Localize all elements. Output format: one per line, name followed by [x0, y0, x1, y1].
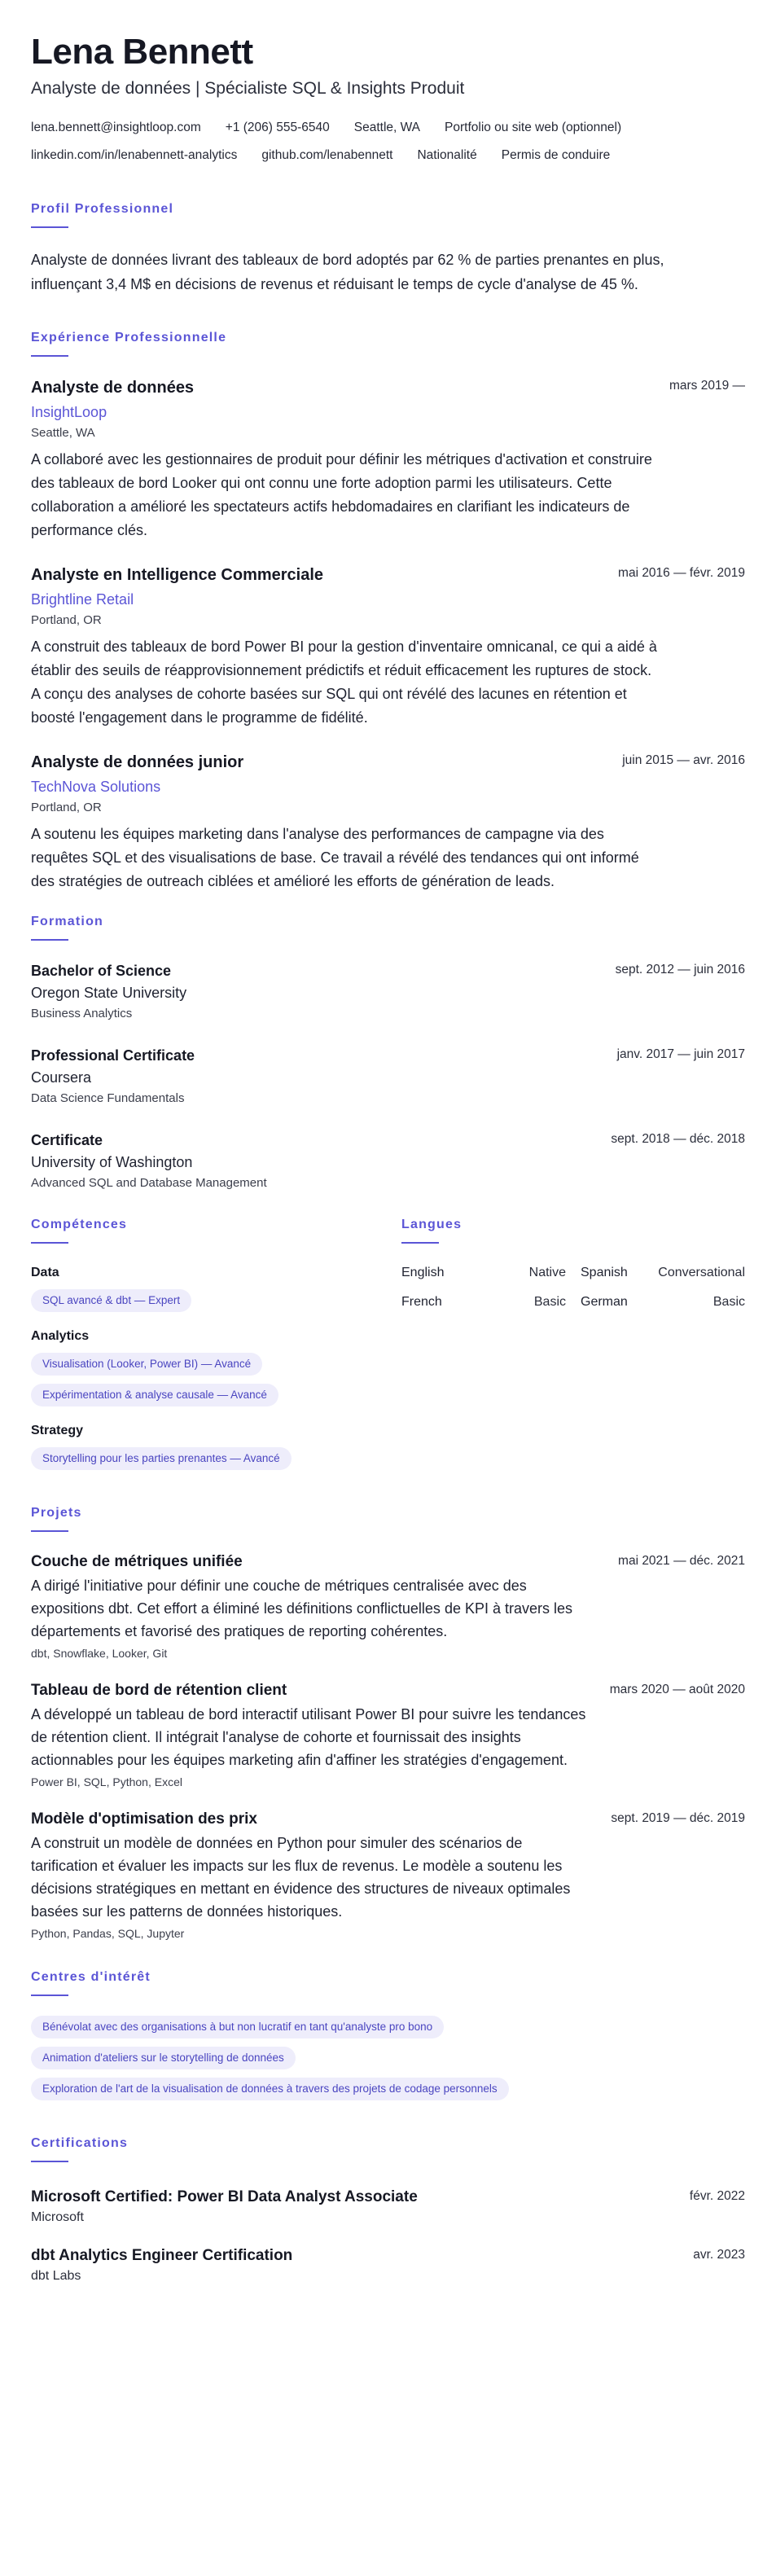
job-title: Analyste de données — [31, 379, 195, 397]
section-title: Compétences — [31, 1218, 128, 1231]
section-divider — [31, 1995, 68, 1996]
section-divider — [31, 226, 68, 228]
certifications-section — [31, 2136, 745, 2286]
education-date: sept. 2018 — déc. 2018 — [611, 1132, 745, 1146]
education-date: janv. 2017 — juin 2017 — [616, 1047, 745, 1061]
linkedin[interactable]: linkedin.com/in/lenabennett-analytics — [31, 148, 238, 162]
skill-chip: Visualisation (Looker, Power BI) — Avancé — [31, 1353, 262, 1376]
location: Seattle, WA — [353, 121, 421, 134]
field-of-study: Advanced SQL and Database Management — [31, 1176, 267, 1190]
language-list — [401, 1263, 745, 1312]
job-location: Portland, OR — [31, 801, 102, 814]
project-tech: dbt, Snowflake, Looker, Git — [31, 1647, 168, 1660]
project-tech: Python, Pandas, SQL, Jupyter — [31, 1927, 185, 1940]
certification-issuer: dbt Labs — [31, 2269, 81, 2283]
project-entry — [31, 1809, 745, 1942]
company-name: Brightline Retail — [31, 591, 134, 608]
education-entry — [31, 1045, 745, 1108]
project-description: A construit un modèle de données en Python pour simuler des scénarios de tarification et évaluer les impacts sur les flux de revenus. Le modèle a soutenu les décisions stratégiques en mettant en évidence des structures de niveaux optimales basées sur les patterns de données historiques. — [31, 1835, 571, 1920]
certification-entry — [31, 2187, 745, 2227]
section-divider — [31, 1242, 68, 1244]
field-of-study: Business Analytics — [31, 1007, 133, 1020]
section-title: Formation — [31, 915, 104, 928]
company-name: TechNova Solutions — [31, 779, 161, 795]
project-description: A développé un tableau de bord interactif utilisant Power BI pour suivre les tendances de rétention client. Il intégrait l'analyse de cohorte et fournissait des insights actionnables pour les équipes marketing afin d'affiner les stratégies d'engagement. — [31, 1706, 586, 1768]
field-of-study: Data Science Fundamentals — [31, 1091, 185, 1105]
certification-name: Microsoft Certified: Power BI Data Analyst Associate — [31, 2188, 418, 2205]
project-name: Tableau de bord de rétention client — [31, 1682, 287, 1699]
project-entry — [31, 1551, 745, 1662]
summary-text: Analyste de données livrant des tableaux de bord adoptés par 62 % de parties prenantes en plus, influençant 3,4 M$ en décisions de revenus et réduisant le temps de cycle d'analyse de 45 %. — [31, 252, 664, 292]
job-date: mai 2016 — févr. 2019 — [618, 566, 745, 580]
company-name: InsightLoop — [31, 404, 107, 420]
skill-category: Strategy — [31, 1424, 84, 1437]
section-divider — [401, 1242, 439, 1244]
section-title: Profil Professionnel — [31, 202, 174, 216]
project-entry — [31, 1680, 745, 1791]
job-location: Seattle, WA — [31, 426, 95, 440]
github[interactable]: github.com/lenabennett — [261, 148, 393, 162]
email[interactable]: lena.bennett@insightloop.com — [31, 121, 201, 134]
language-level: Basic — [533, 1295, 566, 1309]
summary-section — [31, 202, 745, 296]
section-title: Expérience Professionnelle — [31, 331, 227, 344]
job-entry — [31, 376, 745, 542]
section-title: Certifications — [31, 2136, 129, 2150]
languages-section — [401, 1218, 745, 1478]
job-description: A collaboré avec les gestionnaires de produit pour définir les métriques d'activation et construire des tableaux de bord Looker qui ont connu une forte adoption parmi les utilisateurs. Cette collaboration a amélioré les spectateurs actifs hebdomadaires en clarifiant les indicateurs de performance clés. — [31, 451, 652, 538]
certification-issuer: Microsoft — [31, 2210, 84, 2224]
section-divider — [31, 355, 68, 357]
project-date: mars 2020 — août 2020 — [609, 1683, 745, 1696]
job-entry — [31, 564, 745, 730]
section-title: Projets — [31, 1506, 82, 1520]
language-level: Conversational — [658, 1266, 745, 1279]
skill-chip: Storytelling pour les parties prenantes — Avancé — [31, 1447, 292, 1470]
job-title: Analyste de données junior — [31, 753, 244, 771]
experience-section — [31, 331, 745, 893]
language-item — [401, 1263, 566, 1283]
nationality: Nationalité — [417, 148, 477, 162]
job-entry — [31, 751, 745, 893]
candidate-name: Lena Bennett — [31, 32, 253, 72]
driving-license: Permis de conduire — [501, 148, 611, 162]
skill-category: Data — [31, 1266, 59, 1279]
header — [31, 31, 745, 168]
education-entry — [31, 960, 745, 1024]
skill-chip: SQL avancé & dbt — Expert — [31, 1289, 191, 1312]
project-tech: Power BI, SQL, Python, Excel — [31, 1775, 182, 1788]
education-entry — [31, 1130, 745, 1193]
school: Oregon State University — [31, 985, 187, 1001]
school: Coursera — [31, 1069, 92, 1086]
interest-chip: Exploration de l'art de la visualisation de données à travers des projets de codage personnels — [31, 2078, 509, 2100]
certification-date: avr. 2023 — [693, 2248, 745, 2262]
skill-chip: Expérimentation & analyse causale — Avancé — [31, 1384, 278, 1406]
section-divider — [31, 1530, 68, 1532]
project-date: mai 2021 — déc. 2021 — [618, 1554, 745, 1568]
interests-section — [31, 1970, 745, 2109]
language-name: English — [401, 1266, 445, 1279]
school: University of Washington — [31, 1154, 193, 1170]
language-name: French — [401, 1295, 442, 1309]
language-name: Spanish — [581, 1266, 628, 1279]
project-name: Modèle d'optimisation des prix — [31, 1810, 257, 1828]
project-name: Couche de métriques unifiée — [31, 1553, 243, 1570]
degree: Professional Certificate — [31, 1047, 195, 1064]
skills-section — [31, 1218, 401, 1478]
skill-category: Analytics — [31, 1329, 90, 1343]
headline: Analyste de données | Spécialiste SQL & Insights Produit — [31, 79, 465, 98]
language-item — [581, 1263, 745, 1283]
interest-chip: Animation d'ateliers sur le storytelling de données — [31, 2047, 296, 2069]
section-title: Langues — [401, 1218, 463, 1231]
job-description: A construit des tableaux de bord Power BI pour la gestion d'inventaire omnicanal, ce qui a aidé à établir des seuils de réapprovisionnement prédictifs et réduit efficacement les ruptures de stock. A conçu des analyses de cohorte basées sur SQL qui ont révélé des lacunes en rétention et boosté l'engagement dans le programme de fidélité. — [31, 639, 657, 726]
language-level: Basic — [712, 1295, 745, 1309]
certification-entry — [31, 2245, 745, 2286]
job-description: A soutenu les équipes marketing dans l'analyse des performances de campagne via des requêtes SQL et des visualisations de base. Ce travail a révélé des tendances qui ont informé des stratégies de outreach ciblées et amélioré les efforts de génération de leads. — [31, 826, 639, 889]
interest-chip: Bénévolat avec des organisations à but non lucratif en tant qu'analyste pro bono — [31, 2016, 444, 2038]
education-section — [31, 915, 745, 1193]
section-divider — [31, 2161, 68, 2162]
project-date: sept. 2019 — déc. 2019 — [611, 1811, 745, 1825]
section-title: Centres d'intérêt — [31, 1970, 151, 1984]
education-date: sept. 2012 — juin 2016 — [615, 963, 745, 976]
language-item — [401, 1292, 566, 1312]
language-item — [581, 1292, 745, 1312]
contact-row — [31, 116, 731, 168]
job-date: juin 2015 — avr. 2016 — [622, 753, 745, 767]
degree: Bachelor of Science — [31, 963, 172, 979]
job-location: Portland, OR — [31, 613, 102, 627]
portfolio[interactable]: Portfolio ou site web (optionnel) — [445, 121, 622, 134]
certification-name: dbt Analytics Engineer Certification — [31, 2247, 293, 2264]
degree: Certificate — [31, 1132, 103, 1148]
job-title: Analyste en Intelligence Commerciale — [31, 566, 324, 584]
certification-date: févr. 2022 — [689, 2189, 745, 2203]
project-description: A dirigé l'initiative pour définir une couche de métriques centralisée avec des expositions dbt. Cet effort a éliminé les définitions conflictuelles de KPI à travers les départements et favorisé des pratiques de reporting cohérentes. — [31, 1578, 573, 1639]
phone[interactable]: +1 (206) 555-6540 — [225, 121, 330, 134]
projects-section — [31, 1506, 745, 1942]
section-divider — [31, 939, 68, 941]
language-name: German — [581, 1295, 628, 1309]
language-level: Native — [528, 1266, 566, 1279]
skills-languages-row — [31, 1218, 745, 1478]
job-date: mars 2019 — — [669, 379, 745, 393]
